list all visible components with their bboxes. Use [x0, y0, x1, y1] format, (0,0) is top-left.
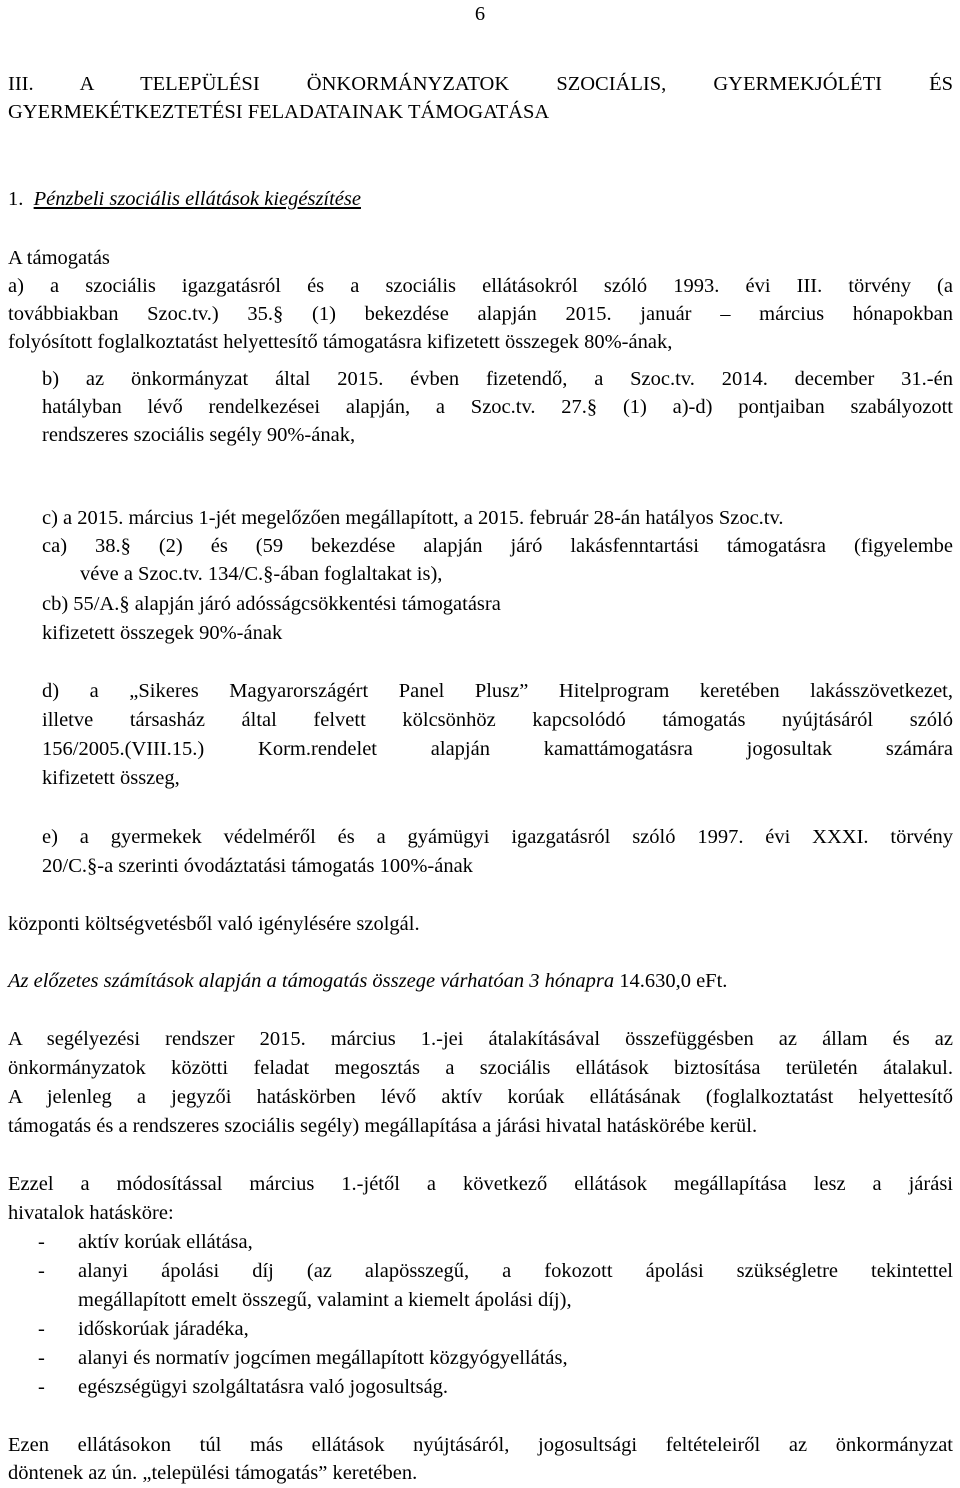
para1-line3: A jelenleg a jegyzői hatáskörben lévő aktív korúak ellátásának (foglalkoztatást helyettesítő — [8, 1086, 953, 1108]
item-a-line2: továbbiakban Szoc.tv.) 35.§ (1) bekezdése alapján 2015. január – március hónapokban — [8, 303, 953, 325]
item-e-line1: e) a gyermekek védelméről és a gyámügyi igazgatásról szóló 1997. évi XXXI. törvény — [42, 826, 953, 848]
para2-line1: Ezzel a módosítással március 1.-jétől a következő ellátások megállapítása lesz a járási — [8, 1173, 953, 1195]
item-d-line3: 156/2005.(VIII.15.) Korm.rendelet alapján kamattámogatásra jogosultak számára — [42, 738, 953, 760]
chapter-heading-line2: GYERMEKÉTKEZTETÉSI FELADATAINAK TÁMOGATÁSA — [8, 101, 550, 123]
para1-line4: támogatás és a rendszeres szociális segély) megállapítása a járási hivatal hatáskörébe kerül. — [8, 1115, 758, 1137]
item-cb-line1: cb) 55/A.§ alapján járó adósságcsökkentési támogatásra — [42, 593, 501, 615]
item-d-line2: illetve társasház által felvett kölcsönhöz kapcsolódó támogatás nyújtásáról szóló — [42, 709, 953, 731]
item-b-line3: rendszeres szociális segély 90%-ának, — [42, 424, 356, 446]
para1-line2: önkormányzatok közötti feladat megosztás a szociális ellátások biztosítása területén átalakul. — [8, 1057, 953, 1079]
item-c-end: kifizetett összegek 90%-ának — [42, 622, 283, 644]
section-title: Pénzbeli szociális ellátások kiegészítése — [33, 188, 361, 210]
section-heading — [8, 185, 953, 213]
item-b-line2: hatályban lévő rendelkezései alapján, a Szoc.tv. 27.§ (1) a)-d) pontjaiban szabályozott — [42, 396, 953, 418]
estimate-text — [8, 967, 953, 995]
item-d-line4: kifizetett összeg, — [42, 767, 180, 789]
list-item: - időskorúak járadéka, — [38, 1318, 249, 1340]
page-number: 6 — [474, 3, 486, 25]
list-item: - alanyi ápolási díj (az alapösszegű, a fokozott ápolási szükségletre tekintettel — [38, 1260, 953, 1282]
item-ca-line1: ca) 38.§ (2) és (59 bekezdése alapján járó lakásfenntartási támogatásra (figyelembe — [42, 535, 953, 557]
chapter-heading-line1: III. A TELEPÜLÉSI ÖNKORMÁNYZATOK SZOCIÁLIS, GYERMEKJÓLÉTI ÉS — [8, 73, 953, 95]
purpose-text: központi költségvetésből való igénylésére szolgál. — [8, 913, 420, 935]
item-ca-line2: véve a Szoc.tv. 134/C.§-ában foglaltakat is), — [80, 563, 443, 585]
item-a-line3: folyósított foglalkoztatást helyettesítő támogatásra kifizetett összegek 80%-ának, — [8, 331, 673, 353]
list-item: - egészségügyi szolgáltatásra való jogosultság. — [38, 1376, 449, 1398]
list-item: - aktív korúak ellátása, — [38, 1231, 253, 1253]
para2-line2: hivatalok hatásköre: — [8, 1202, 174, 1224]
item-b-line1: b) az önkormányzat által 2015. évben fizetendő, a Szoc.tv. 2014. december 31.-én — [42, 368, 953, 390]
para1-line1: A segélyezési rendszer 2015. március 1.-jei átalakításával összefüggésben az állam és az — [8, 1028, 953, 1050]
item-c-line1: c) a 2015. március 1-jét megelőzően megállapított, a 2015. február 28-án hatályos Szoc.tv. — [42, 507, 784, 529]
para3-line1: Ezen ellátásokon túl más ellátások nyújtásáról, jogosultsági feltételeiről az önkormányzat — [8, 1434, 953, 1456]
list-item-continuation: megállapított emelt összegű, valamint a kiemelt ápolási díj), — [78, 1289, 572, 1311]
list-item: - alanyi és normatív jogcímen megállapított közgyógyellátás, — [38, 1347, 568, 1369]
item-e-line2: 20/C.§-a szerinti óvodáztatási támogatás 100%-ának — [42, 855, 473, 877]
estimate-amount: 14.630,0 eFt. — [614, 970, 728, 992]
para3-line2: döntenek az ún. „települési támogatás” keretében. — [8, 1462, 418, 1484]
section-number: 1. — [8, 188, 24, 210]
item-d-line1: d) a „Sikeres Magyarországért Panel Plusz” Hitelprogram keretében lakásszövetkezet, — [42, 680, 953, 702]
estimate-italic: Az előzetes számítások alapján a támogatás összege várhatóan 3 hónapra — [8, 970, 615, 992]
item-a-line1: a) a szociális igazgatásról és a szociális ellátásokról szóló 1993. évi III. törvény (a — [8, 275, 953, 297]
intro-text: A támogatás — [8, 247, 110, 269]
